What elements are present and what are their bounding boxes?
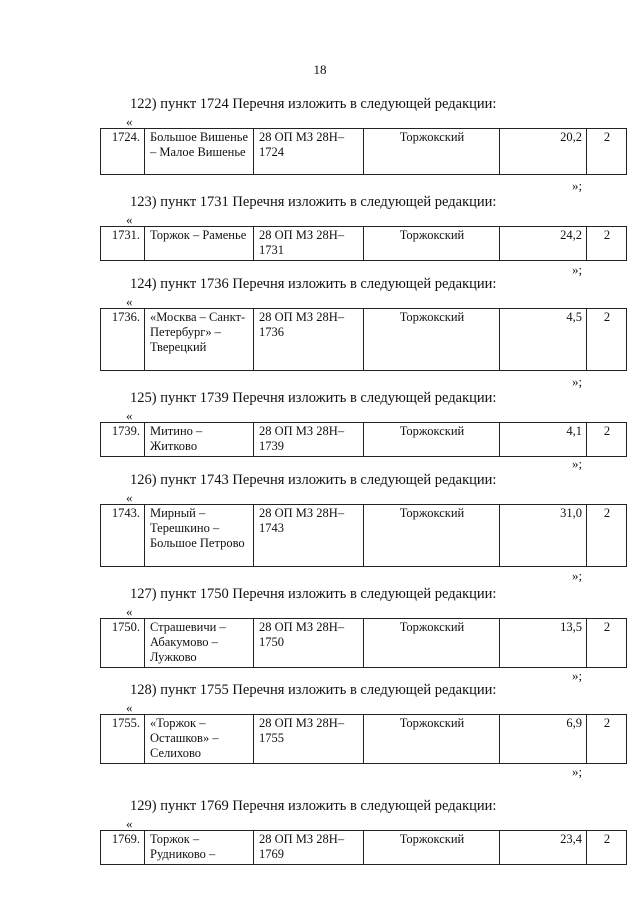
open-quote: « <box>126 604 133 619</box>
road-length: 6,9 <box>500 715 587 764</box>
road-length: 20,2 <box>500 129 587 175</box>
road-district: Торжокский <box>364 309 500 371</box>
road-district: Торжокский <box>364 619 500 668</box>
amendment-heading: 128) пункт 1755 Перечня изложить в следующей редакции: <box>130 682 497 698</box>
road-name: Митино – Житково <box>145 423 254 457</box>
road-category: 2 <box>587 129 627 175</box>
road-name: Страшевичи – Абакумово – Лужково <box>145 619 254 668</box>
amendment-heading: 125) пункт 1739 Перечня изложить в следующей редакции: <box>130 390 497 406</box>
road-name: «Торжок – Осташков» – Селихово <box>145 715 254 764</box>
road-district: Торжокский <box>364 227 500 261</box>
table-row <box>101 505 627 567</box>
page-number: 18 <box>313 62 327 77</box>
close-quote: »; <box>572 764 583 779</box>
road-table <box>100 308 627 371</box>
amendment-heading: 129) пункт 1769 Перечня изложить в следующей редакции: <box>130 798 497 814</box>
road-category: 2 <box>587 619 627 668</box>
road-code: 28 ОП МЗ 28Н–1731 <box>254 227 364 261</box>
road-code: 28 ОП МЗ 28Н–1724 <box>254 129 364 175</box>
road-name: Торжок – Рудниково – <box>145 831 254 865</box>
road-code: 28 ОП МЗ 28Н–1769 <box>254 831 364 865</box>
amendment-heading: 127) пункт 1750 Перечня изложить в следующей редакции: <box>130 586 497 602</box>
open-quote: « <box>126 816 133 831</box>
table-row <box>101 619 627 668</box>
row-number: 1743. <box>101 505 145 567</box>
close-quote: »; <box>572 178 583 193</box>
open-quote: « <box>126 490 133 505</box>
road-district: Торжокский <box>364 129 500 175</box>
road-length: 4,1 <box>500 423 587 457</box>
close-quote: »; <box>572 668 583 683</box>
road-name: Большое Вишенье – Малое Вишенье <box>145 129 254 175</box>
road-code: 28 ОП МЗ 28Н–1750 <box>254 619 364 668</box>
amendment-heading: 124) пункт 1736 Перечня изложить в следующей редакции: <box>130 276 497 292</box>
amendment-heading: 122) пункт 1724 Перечня изложить в следующей редакции: <box>130 96 497 112</box>
road-district: Торжокский <box>364 715 500 764</box>
table-row <box>101 715 627 764</box>
row-number: 1739. <box>101 423 145 457</box>
road-table <box>100 128 627 175</box>
road-code: 28 ОП МЗ 28Н–1739 <box>254 423 364 457</box>
close-quote: »; <box>572 456 583 471</box>
road-length: 13,5 <box>500 619 587 668</box>
road-code: 28 ОП МЗ 28Н–1755 <box>254 715 364 764</box>
road-code: 28 ОП МЗ 28Н–1736 <box>254 309 364 371</box>
row-number: 1731. <box>101 227 145 261</box>
table-row <box>101 227 627 261</box>
row-number: 1769. <box>101 831 145 865</box>
close-quote: »; <box>572 262 583 277</box>
table-row <box>101 309 627 371</box>
row-number: 1755. <box>101 715 145 764</box>
road-code: 28 ОП МЗ 28Н–1743 <box>254 505 364 567</box>
road-district: Торжокский <box>364 423 500 457</box>
open-quote: « <box>126 408 133 423</box>
row-number: 1736. <box>101 309 145 371</box>
road-length: 31,0 <box>500 505 587 567</box>
close-quote: »; <box>572 568 583 583</box>
road-table <box>100 504 627 567</box>
open-quote: « <box>126 294 133 309</box>
road-table <box>100 618 627 668</box>
road-category: 2 <box>587 715 627 764</box>
road-name: «Москва – Санкт-Петербург» – Тверецкий <box>145 309 254 371</box>
road-category: 2 <box>587 309 627 371</box>
road-category: 2 <box>587 831 627 865</box>
table-row <box>101 831 627 865</box>
road-district: Торжокский <box>364 505 500 567</box>
road-district: Торжокский <box>364 831 500 865</box>
close-quote: »; <box>572 374 583 389</box>
road-category: 2 <box>587 423 627 457</box>
road-table <box>100 830 627 865</box>
road-category: 2 <box>587 227 627 261</box>
amendment-heading: 123) пункт 1731 Перечня изложить в следующей редакции: <box>130 194 497 210</box>
table-row <box>101 129 627 175</box>
road-category: 2 <box>587 505 627 567</box>
amendment-heading: 126) пункт 1743 Перечня изложить в следующей редакции: <box>130 472 497 488</box>
row-number: 1750. <box>101 619 145 668</box>
road-length: 24,2 <box>500 227 587 261</box>
table-row <box>101 423 627 457</box>
road-length: 23,4 <box>500 831 587 865</box>
row-number: 1724. <box>101 129 145 175</box>
road-name: Торжок – Раменье <box>145 227 254 261</box>
road-table <box>100 226 627 261</box>
open-quote: « <box>126 700 133 715</box>
road-name: Мирный – Терешкино – Большое Петрово <box>145 505 254 567</box>
road-table <box>100 714 627 764</box>
road-table <box>100 422 627 457</box>
road-length: 4,5 <box>500 309 587 371</box>
open-quote: « <box>126 212 133 227</box>
open-quote: « <box>126 114 133 129</box>
